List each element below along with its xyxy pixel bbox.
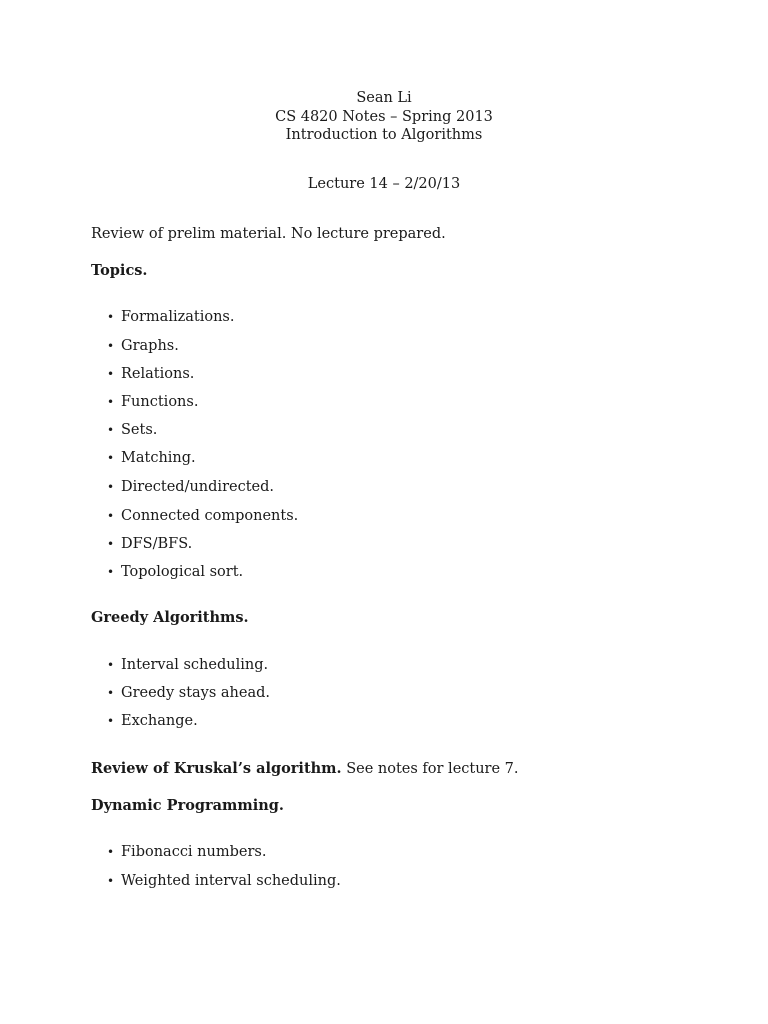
bullet-icon: •	[107, 714, 115, 728]
list-item-text: Exchange.	[121, 713, 198, 729]
author-name: Sean Li	[356, 90, 412, 106]
list-item-text: Directed/undirected.	[121, 479, 275, 495]
bullet-icon: •	[107, 537, 115, 551]
list-item	[107, 308, 234, 326]
course-subject: Introduction to Algorithms	[285, 127, 483, 143]
bullet-icon: •	[107, 451, 115, 465]
list-item-text: DFS/BFS.	[121, 536, 193, 552]
list-item-text: Sets.	[121, 422, 158, 438]
bullet-icon: •	[107, 339, 115, 353]
list-item-text: Weighted interval scheduling.	[121, 873, 341, 889]
bullet-icon: •	[107, 310, 115, 324]
list-item-text: Greedy stays ahead.	[121, 685, 271, 701]
bullet-icon: •	[107, 658, 115, 672]
kruskal-heading: Review of Kruskal’s algorithm.	[91, 760, 342, 777]
list-item-text: Graphs.	[121, 338, 179, 354]
list-item-text: Functions.	[121, 394, 199, 410]
intro-paragraph: Review of prelim material. No lecture prepared.	[91, 226, 446, 242]
list-item	[107, 507, 298, 525]
bullet-icon: •	[107, 565, 115, 579]
bullet-icon: •	[107, 874, 115, 888]
list-item-text: Connected components.	[121, 508, 299, 524]
bullet-icon: •	[107, 423, 115, 437]
bullet-icon: •	[107, 686, 115, 700]
topics-heading: Topics.	[91, 262, 148, 279]
course-title: CS 4820 Notes – Spring 2013	[275, 109, 493, 125]
list-item	[107, 656, 268, 674]
list-item	[107, 712, 198, 730]
list-item	[107, 421, 157, 439]
list-item	[107, 393, 198, 411]
dynamic-programming-heading: Dynamic Programming.	[91, 797, 284, 814]
greedy-heading: Greedy Algorithms.	[91, 609, 249, 626]
kruskal-paragraph	[91, 760, 519, 778]
list-item-text: Interval scheduling.	[121, 657, 269, 673]
list-item	[107, 449, 196, 467]
list-item	[107, 478, 274, 496]
list-item-text: Relations.	[121, 366, 195, 382]
list-item-text: Formalizations.	[121, 309, 235, 325]
list-item	[107, 843, 266, 861]
list-item-text: Fibonacci numbers.	[121, 844, 267, 860]
list-item-text: Matching.	[121, 450, 196, 466]
bullet-icon: •	[107, 509, 115, 523]
lecture-title: Lecture 14 – 2/20/13	[307, 176, 461, 192]
bullet-icon: •	[107, 845, 115, 859]
bullet-icon: •	[107, 367, 115, 381]
list-item	[107, 337, 179, 355]
list-item	[107, 365, 194, 383]
list-item	[107, 684, 270, 702]
bullet-icon: •	[107, 395, 115, 409]
bullet-icon: •	[107, 480, 115, 494]
list-item	[107, 563, 243, 581]
list-item-text: Topological sort.	[121, 564, 244, 580]
list-item	[107, 872, 341, 890]
list-item	[107, 535, 192, 553]
kruskal-text: See notes for lecture 7.	[346, 761, 519, 777]
